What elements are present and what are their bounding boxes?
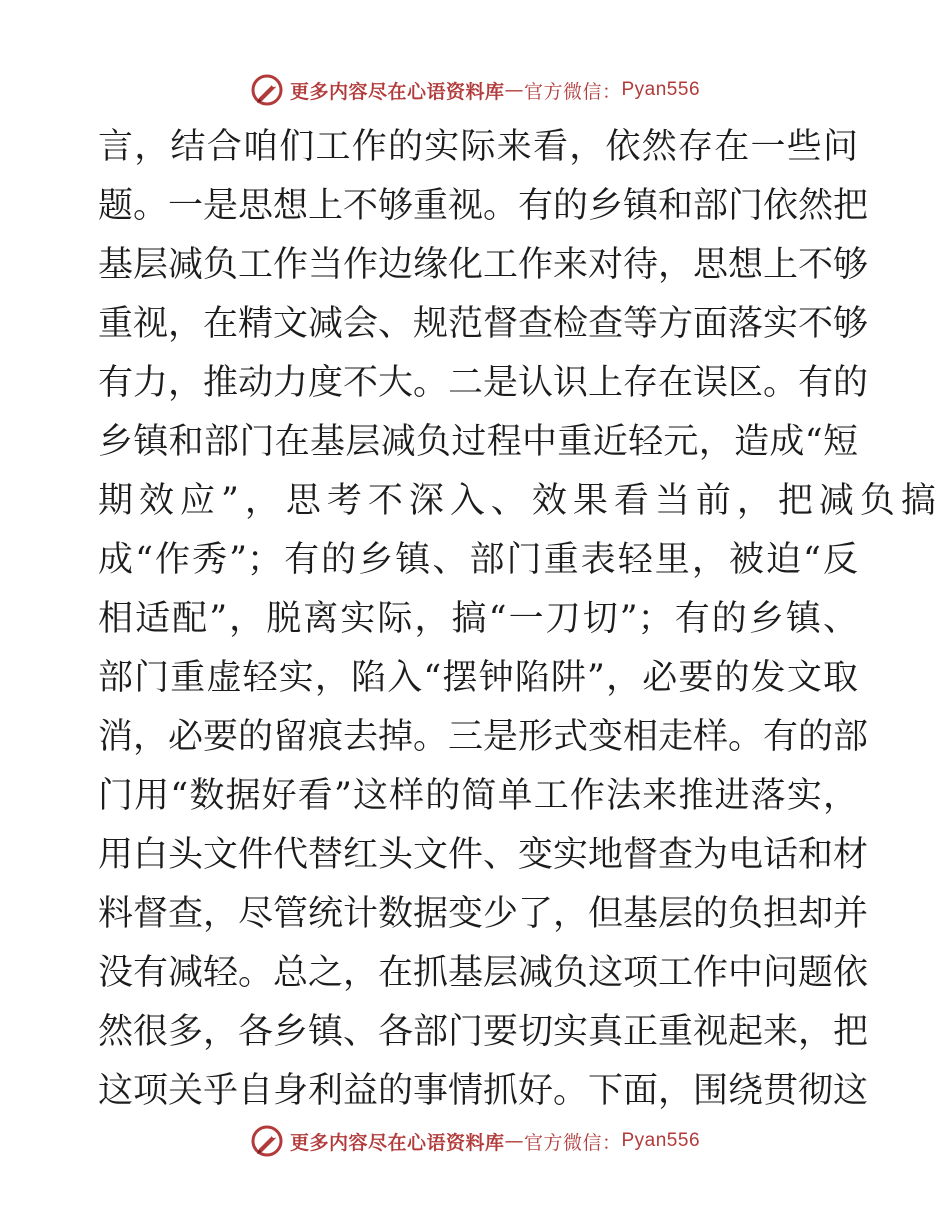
document-body: [98, 118, 942, 1121]
body-line: 有力，推动力度不大。二是认识上存在误区。有的: [98, 363, 869, 403]
body-line: 乡镇和部门在基层减负过程中重近轻元，造成“短: [98, 422, 858, 462]
body-line: 料督查，尽管统计数据变少了，但基层的负担却并: [98, 894, 869, 934]
banner-account-id: Pyan556: [621, 1130, 701, 1151]
body-line: 然很多，各乡镇、各部门要切实真正重视起来，把: [98, 1012, 869, 1052]
banner-brand-text: 更多内容尽在心语资料库: [289, 1131, 505, 1154]
body-line: 相适配”，脱离实际，搞“一刀切”；有的乡镇、: [98, 599, 858, 639]
banner-account-id: Pyan556: [621, 79, 701, 100]
banner-separator: —: [504, 79, 524, 101]
body-line: 门用“数据好看”这样的简单工作法来推进落实，: [98, 776, 858, 816]
pen-logo-icon: [250, 1124, 284, 1158]
header-banner: [0, 70, 950, 110]
pen-logo-icon: [250, 73, 284, 107]
body-line: 基层减负工作当作边缘化工作来对待，思想上不够: [98, 245, 869, 285]
body-line: 期效应”，思考不深入、效果看当前，把减负搞: [98, 481, 942, 521]
banner-separator: —: [504, 1130, 524, 1152]
banner-brand-text: 更多内容尽在心语资料库: [289, 80, 505, 103]
body-line: 消，必要的留痕去掉。三是形式变相走样。有的部: [98, 717, 869, 757]
footer-banner: [0, 1121, 950, 1161]
body-line: 没有减轻。总之，在抓基层减负这项工作中问题依: [98, 953, 869, 993]
body-line: 用白头文件代替红头文件、变实地督查为电话和材: [98, 835, 869, 875]
body-line: 言，结合咱们工作的实际来看，依然存在一些问: [98, 127, 858, 167]
body-line: 重视，在精文减会、规范督查检查等方面落实不够: [98, 304, 869, 344]
body-line: 题。一是思想上不够重视。有的乡镇和部门依然把: [98, 186, 869, 226]
body-line: 部门重虚轻实，陷入“摆钟陷阱”，必要的发文取: [98, 658, 858, 698]
banner-account-label: 官方微信：: [523, 80, 622, 103]
body-line: 这项关乎自身利益的事情抓好。下面，围绕贯彻这: [98, 1071, 869, 1111]
body-line: 成“作秀”；有的乡镇、部门重表轻里，被迫“反: [98, 540, 858, 580]
banner-account-label: 官方微信：: [523, 1131, 622, 1154]
